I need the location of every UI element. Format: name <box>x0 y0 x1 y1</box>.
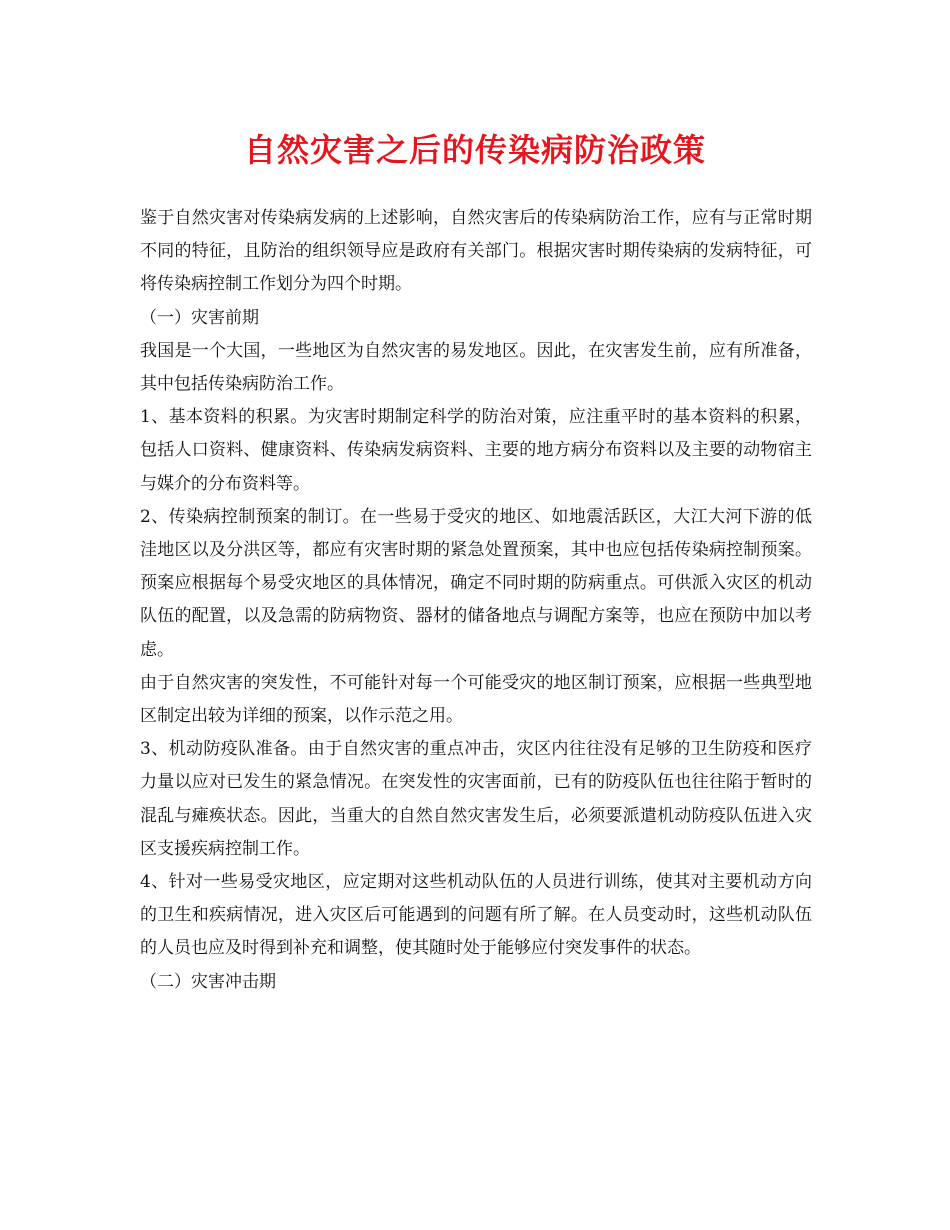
paragraph-item-2-note: 由于自然灾害的突发性，不可能针对每一个可能受灾的地区制订预案，应根据一些典型地区制定出较为详细的预案，以作示范之用。 <box>140 672 812 727</box>
paragraph-item-1: 1、基本资料的积累。为灾害时期制定科学的防治对策，应注重平时的基本资料的积累，包括人口资料、健康资料、传染病发病资料、主要的地方病分布资料以及主要的动物宿主与媒介的分布资料等。 <box>140 407 812 494</box>
paragraph-preparation: 我国是一个大国，一些地区为自然灾害的易发地区。因此，在灾害发生前，应有所准备，其中包括传染病防治工作。 <box>140 340 812 395</box>
paragraph-intro: 鉴于自然灾害对传染病发病的上述影响，自然灾害后的传染病防治工作，应有与正常时期不同的特征，且防治的组织领导应是政府有关部门。根据灾害时期传染病的发病特征，可将传染病控制工作划分为四个时期。 <box>140 208 812 295</box>
document-body <box>140 202 812 999</box>
paragraph-item-3: 3、机动防疫队准备。由于自然灾害的重点冲击，灾区内往往没有足够的卫生防疫和医疗力量以应对已发生的紧急情况。在突发性的灾害面前，已有的防疫队伍也往往陷于暂时的混乱与瘫痪状态。因此，当重大的自然自然灾害发生后，必须要派遣机动防疫队伍进入灾区支援疾病控制工作。 <box>140 739 812 859</box>
section-heading-pre-disaster: （一）灾害前期 <box>140 307 259 328</box>
section-heading-impact: （二）灾害冲击期 <box>140 971 276 992</box>
document-title: 自然灾害之后的传染病防治政策 <box>243 131 706 169</box>
paragraph-item-2: 2、传染病控制预案的制订。在一些易于受灾的地区、如地震活跃区，大江大河下游的低洼地区以及分洪区等，都应有灾害时期的紧急处置预案，其中也应包括传染病控制预案。预案应根据每个易受灾地区的具体情况，确定不同时期的防病重点。可供派入灾区的机动队伍的配置，以及急需的防病物资、器材的储备地点与调配方案等，也应在预防中加以考虑。 <box>140 506 812 660</box>
paragraph-item-4: 4、针对一些易受灾地区，应定期对这些机动队伍的人员进行训练，使其对主要机动方向的卫生和疾病情况，进入灾区后可能遇到的问题有所了解。在人员变动时，这些机动队伍的人员也应及时得到补充和调整，使其随时处于能够应付突发事件的状态。 <box>140 872 812 959</box>
